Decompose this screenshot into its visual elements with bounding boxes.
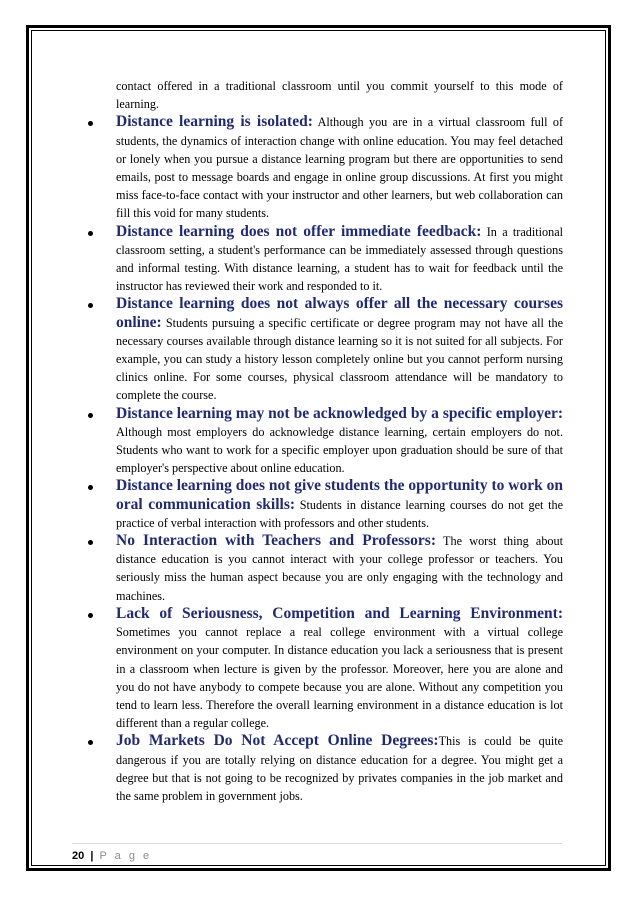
page-content	[88, 77, 563, 805]
list-item-text	[116, 113, 563, 222]
list-item-text	[116, 405, 563, 478]
list-item-text	[116, 477, 563, 532]
footer-separator: |	[90, 850, 94, 862]
list-item	[88, 477, 563, 532]
bullet-icon	[88, 540, 93, 545]
bullet-list	[88, 113, 563, 805]
list-item-body: Students pursuing a specific certificate or degree program may not have all the necessary courses available through distance learning so it is not suited for all subjects. For example, you can study a history lesson completely online but you cannot perform nursing clinics online. For some courses, physical classroom attendance will be mandatory to complete the course.	[116, 315, 563, 403]
list-item	[88, 405, 563, 478]
list-item-heading: Lack of Seriousness, Competition and Learning Environment:	[116, 604, 563, 622]
bullet-icon	[88, 231, 93, 236]
intro-paragraph: contact offered in a traditional classroom until you commit yourself to this mode of learning.	[116, 79, 563, 112]
list-item-heading: Job Markets Do Not Accept Online Degrees:	[116, 732, 439, 750]
list-item-heading: Distance learning does not give students the opportunity to work on oral communication skills:	[116, 477, 563, 513]
list-item-heading: Distance learning does not always offer all the necessary courses online:	[116, 295, 563, 331]
bullet-icon	[88, 485, 93, 490]
list-item	[88, 295, 563, 404]
list-item-body: Although you are in a virtual classroom full of students, the dynamics of interaction change with online education. You may feel detached or lonely when you pursue a distance learning program but there are opportunities to send emails, post to message boards and engage in online group discussions. At first you might miss face-to-face contact with your instructor and other learners, but web collaboration can fill this void for many students.	[116, 115, 563, 221]
list-item-heading: Distance learning does not offer immediate feedback:	[116, 222, 482, 240]
footer-text	[72, 850, 562, 862]
page-number: 20	[72, 850, 85, 862]
page-label: P a g e	[99, 850, 152, 862]
list-item-text	[116, 605, 563, 732]
footer-divider	[72, 843, 562, 844]
list-item-heading: No Interaction with Teachers and Professors:	[116, 532, 437, 550]
page-footer	[72, 843, 562, 862]
bullet-icon	[88, 121, 93, 126]
list-item-body: The worst thing about distance education is you cannot interact with your college professor or teachers. You seriously miss the human aspect because you are only engaging with the technology and machines.	[116, 534, 563, 603]
list-item	[88, 532, 563, 605]
list-item	[88, 732, 563, 805]
list-item-text	[116, 532, 563, 605]
bullet-icon	[88, 740, 93, 745]
list-item-body: Although most employers do acknowledge distance learning, certain employers do not. Students who want to work for a specific employer upon graduation should be sure of that employer's perspective about online education.	[116, 424, 563, 476]
list-item	[88, 605, 563, 732]
list-item-heading: Distance learning may not be acknowledged by a specific employer:	[116, 404, 563, 422]
list-item	[88, 223, 563, 296]
list-item	[88, 113, 563, 222]
bullet-icon	[88, 613, 93, 618]
bullet-icon	[88, 303, 93, 308]
list-item-text	[116, 223, 563, 296]
list-item-heading: Distance learning is isolated:	[116, 113, 313, 131]
list-item-body: Students in distance learning courses do not get the practice of verbal interaction with professors and other students.	[116, 497, 563, 530]
list-item-text	[116, 732, 563, 805]
list-item-body: This is could be quite dangerous if you are totally relying on distance education for a degree. You might get a degree but that is not going to be recognized by privates companies in the job market and the same problem in government jobs.	[116, 734, 564, 803]
list-item-body: In a traditional classroom setting, a student's performance can be immediately assessed through questions and informal testing. With distance learning, a student has to wait for feedback until the instructor has reviewed their work and responded to it.	[116, 224, 563, 294]
list-item-text	[116, 295, 563, 404]
bullet-icon	[88, 413, 93, 418]
list-item-body: Sometimes you cannot replace a real college environment with a virtual college environment on your computer. In distance education you lack a seriousness that is present in a classroom when lecture is given by the professor. Moreover, here you are alone and you do not have anybody to compete because you are alone. Without any competition you tend to learn less. Therefore the overall learning environment in a distance education is lot different than a regular college.	[116, 625, 563, 731]
